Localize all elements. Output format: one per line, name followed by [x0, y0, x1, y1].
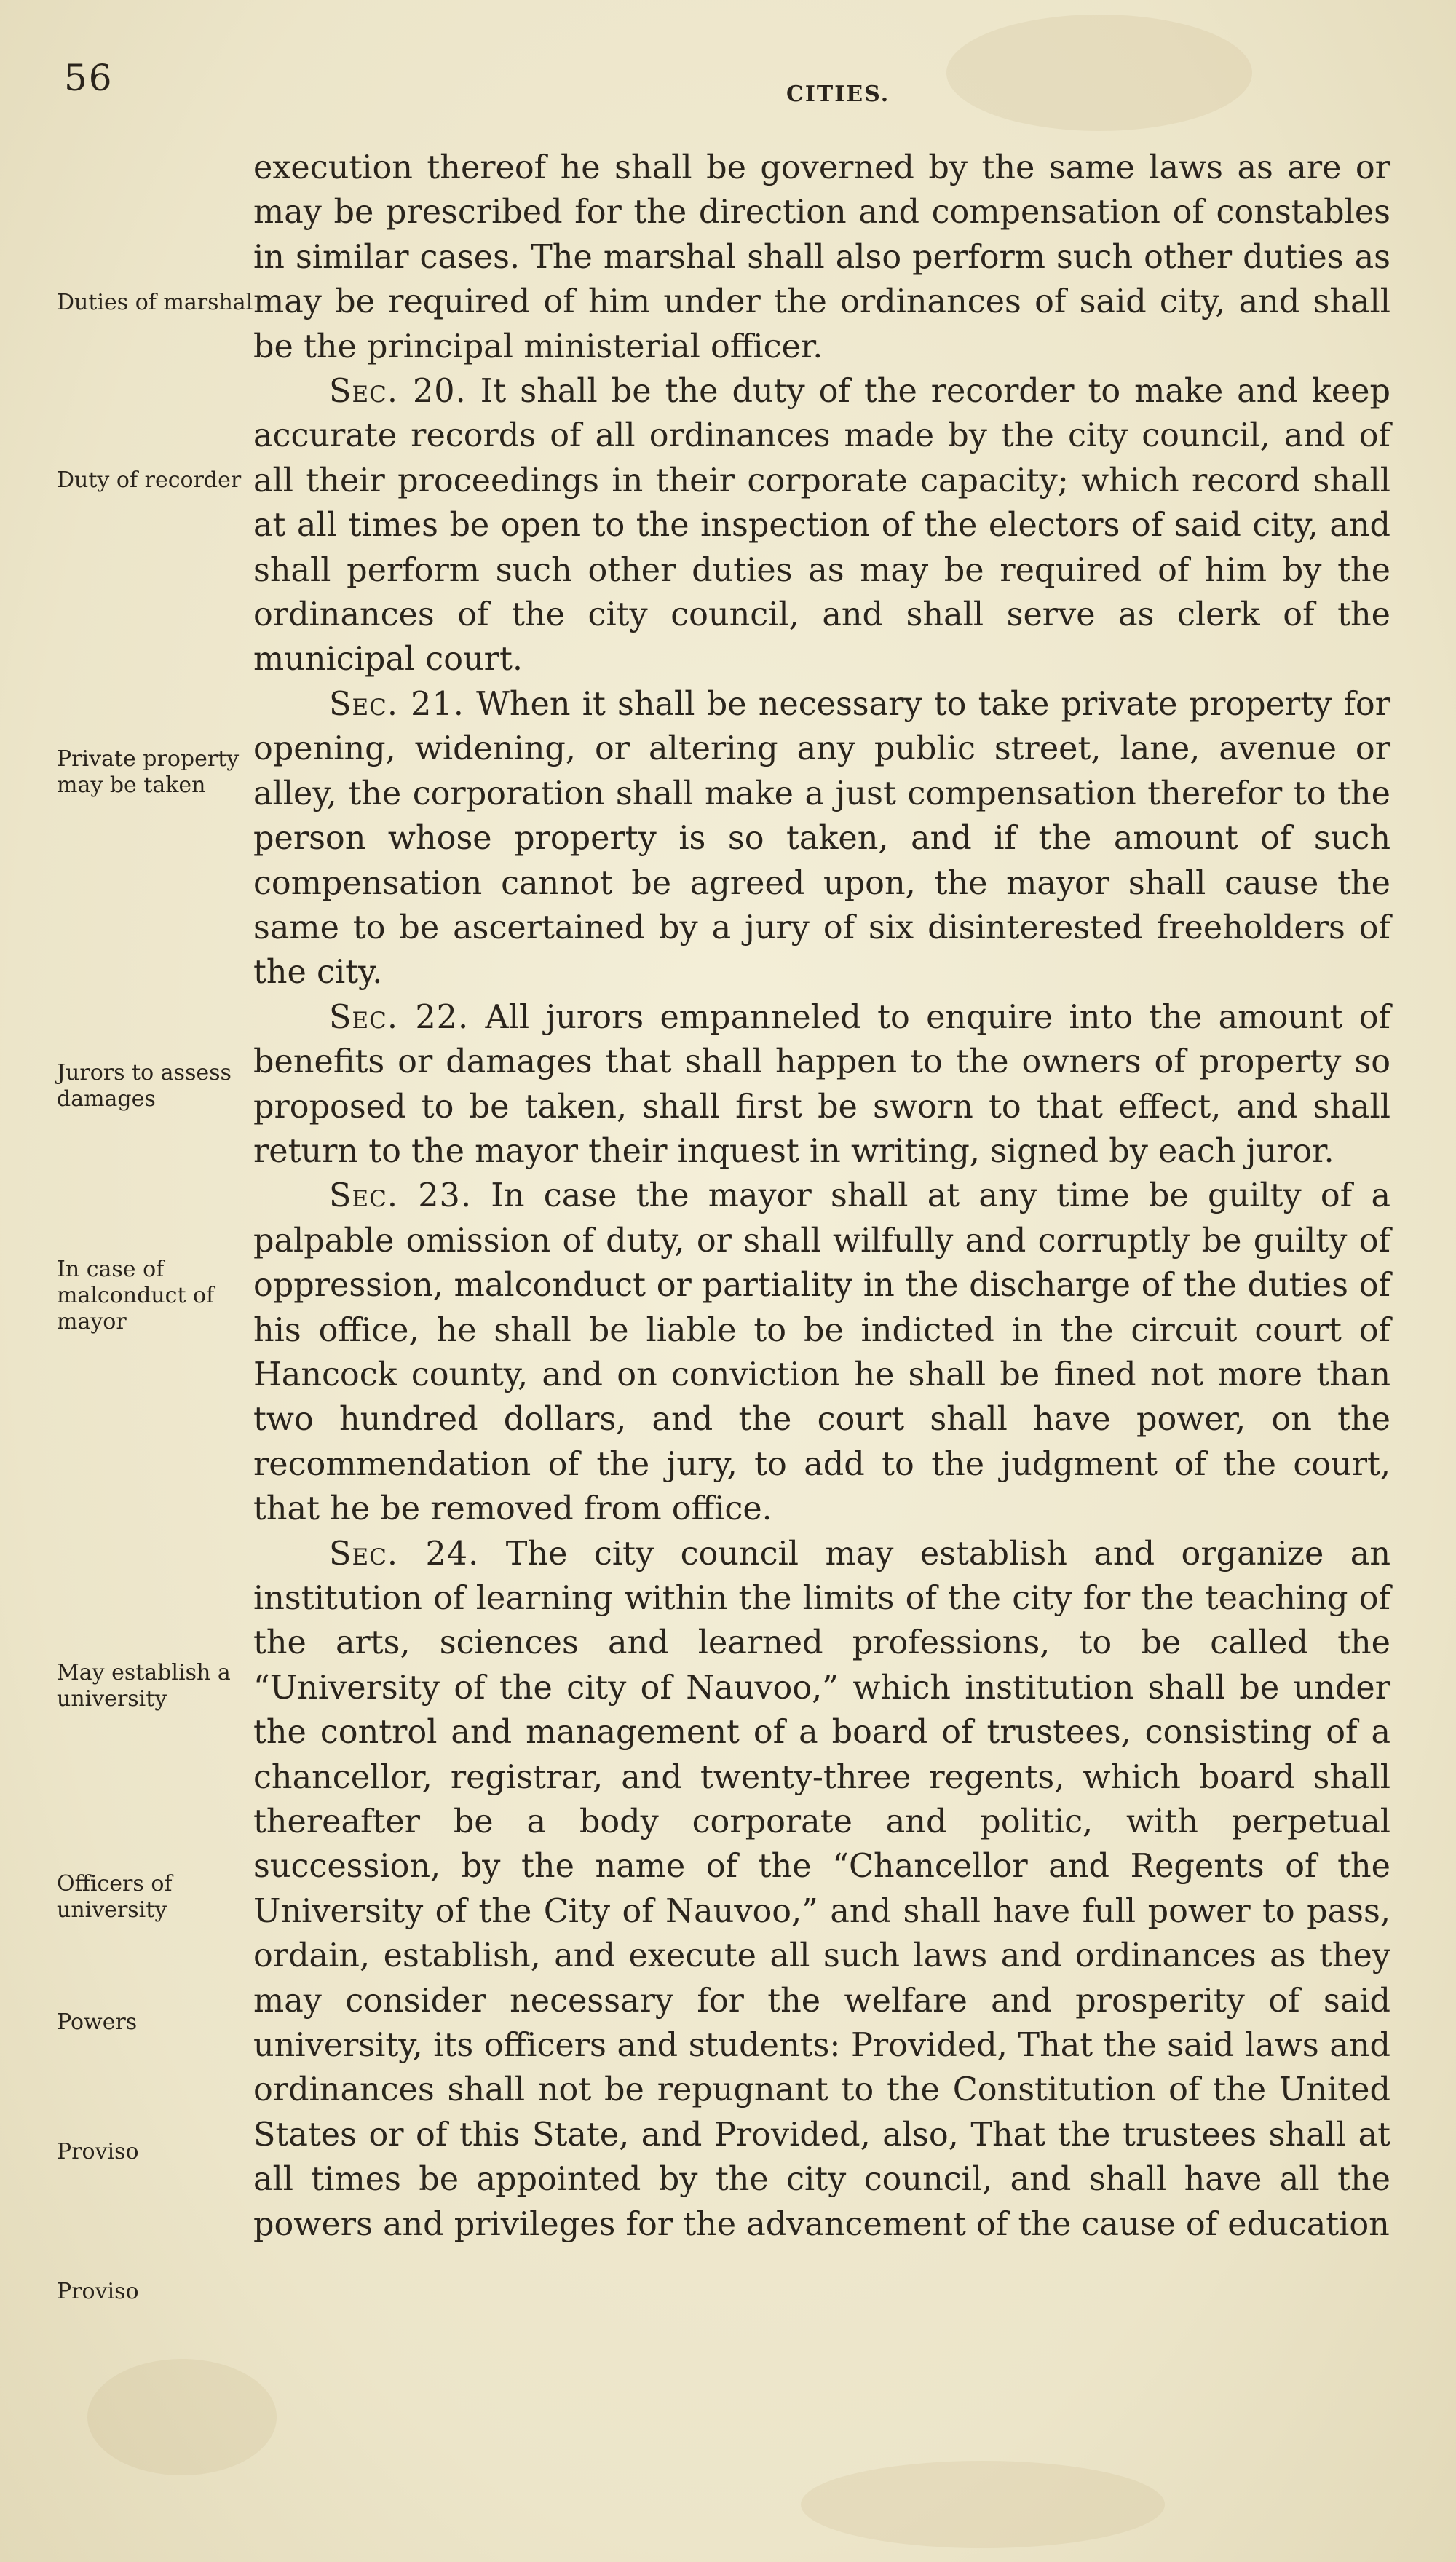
body-text	[253, 146, 1390, 2247]
page-number: 56	[64, 57, 114, 99]
margin-note: Jurors to assess damages	[57, 1060, 232, 1112]
section-paragraph	[253, 369, 1390, 682]
margin-note: Private property may be taken	[57, 746, 240, 798]
paragraph-text: All jurors empanneled to enquire into the amount of benefits or damages that shall happen to the owners of property so proposed to be taken, shall first be sworn to that effect, and shall return to the mayor their inquest in writing, signed by each juror.	[253, 998, 1390, 1170]
margin-note: Powers	[57, 2009, 138, 2035]
section-paragraph	[253, 682, 1390, 995]
paragraph-text: execution thereof he shall be governed by the same laws as are or may be prescribed for the direction and compensation of constables in similar cases. The marshal shall also perform such other duties as may be required of him under the ordinances of said city, and shall be the principal ministerial officer.	[253, 149, 1390, 365]
running-head: CITIES.	[786, 82, 890, 107]
paper-stain	[801, 2461, 1165, 2548]
section-label: Sec. 24.	[329, 1535, 480, 1573]
margin-note: Duty of recorder	[57, 467, 242, 493]
section-label: Sec. 20.	[329, 373, 467, 411]
margin-note: In case of malconduct of mayor	[57, 1257, 215, 1335]
paragraph-text: When it shall be necessary to take private property for opening, widening, or altering any public street, lane, avenue or alley, the corporation shall make a just compensation therefor to the person whose property is so taken, and if the amount of such compensation cannot be agreed upon, the mayor shall cause the same to be ascertained by a jury of six disinterested freeholders of the city.	[253, 685, 1390, 992]
paragraph	[253, 146, 1390, 369]
margin-note: Proviso	[57, 2279, 139, 2304]
section-label: Sec. 22.	[329, 998, 470, 1036]
margin-note: May establish a university	[57, 1660, 231, 1712]
paragraph-text: In case the mayor shall at any time be guilty of a palpable omission of duty, or shall wilfully and corruptly be guilty of oppression, malconduct or partiality in the discharge of the duties of his office, he shall be liable to be indicted in the circuit court of Hancock county, and on conviction he shall be fined not more than two hundred dollars, and the court shall have power, on the recommendation of the jury, to add to the judgment of the court, that he be removed from office.	[253, 1177, 1390, 1528]
paper-stain	[87, 2359, 277, 2475]
paragraph-text: The city council may establish and organize an institution of learning within the limits of the city for the teaching of the arts, sciences and learned professions, to be called the “University of the city of Nauvoo,” which institution shall be under the control and management of a board of trustees, consisting of a chancellor, registrar, and twenty-three regents, which board shall thereafter be a body corporate and politic, with perpetual succession, by the name of the “Chancellor and Regents of the University of the City of Nauvoo,” and shall have full power to pass, ordain, establish, and execute all such laws and ordinances as they may consider necessary for the welfare and prosperity of said university, its officers and students: Provided, That the said laws and ordinances shall not be repugnant to the Constitution of the United States or of this State, and Provided, also, That the trustees shall at all times be appointed by the city council, and shall have all the powers and privileges for the advancement of the cause of education	[253, 1535, 1390, 2243]
section-paragraph	[253, 1532, 1390, 2247]
paper-stain	[946, 15, 1252, 131]
margin-note: Duties of marshal	[57, 290, 253, 315]
section-paragraph	[253, 1174, 1390, 1531]
section-label: Sec. 21.	[329, 685, 464, 723]
margin-note: Proviso	[57, 2139, 139, 2164]
section-label: Sec. 23.	[329, 1177, 472, 1215]
margin-note: Officers of university	[57, 1871, 173, 1923]
section-paragraph	[253, 995, 1390, 1174]
paragraph-text: It shall be the duty of the recorder to make and keep accurate records of all ordinances made by the city council, and of all their proceedings in their corporate capacity; which record shall at all times be open to the inspection of the electors of said city, and shall perform such other duties as may be required of him by the ordinances of the city council, and shall serve as clerk of the municipal court.	[253, 373, 1390, 679]
